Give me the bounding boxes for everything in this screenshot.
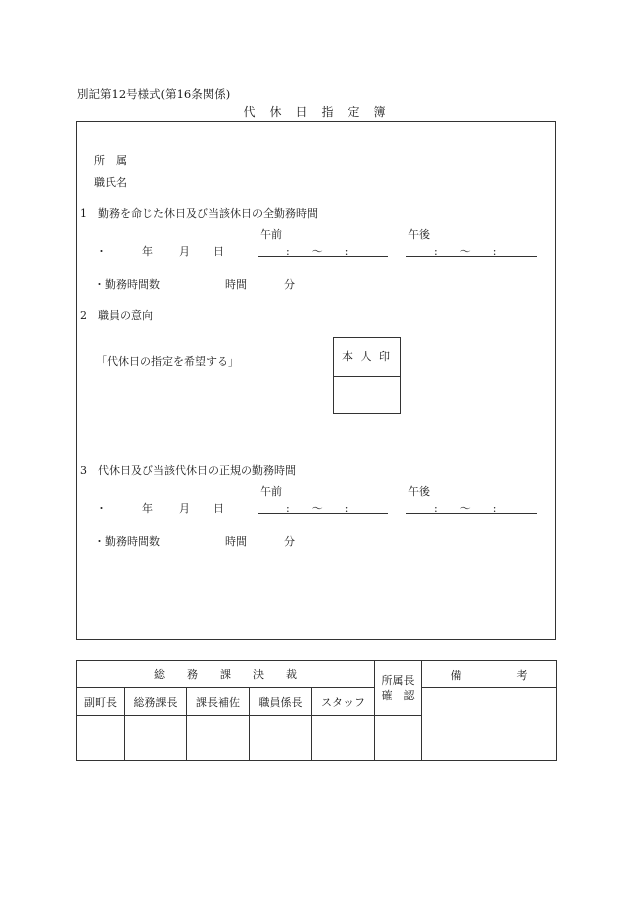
section1-pm-label: 午後	[408, 228, 430, 241]
section3-hours-unit: 時間	[225, 535, 247, 548]
section1-day: 日	[213, 245, 224, 258]
section1-am-underline	[258, 256, 388, 257]
section3-pm-underline	[406, 513, 537, 514]
section3-pm-range: : ～ :	[434, 502, 497, 515]
personal-seal-label: 本 人 印	[334, 338, 400, 377]
stamp-assistant-chief[interactable]	[187, 716, 250, 761]
section1-hours-label: ・勤務時間数	[94, 278, 160, 291]
name-label: 職氏名	[94, 176, 127, 189]
col-staff-section-head: 職員係長	[250, 688, 312, 716]
dept-head-confirm-header: 所属長 確 認	[375, 661, 422, 716]
section2-statement: 「代休日の指定を希望する」	[96, 355, 239, 368]
remarks-header: 備 考	[422, 661, 557, 688]
section3-month: 月	[179, 502, 190, 515]
remarks-area[interactable]	[422, 688, 557, 761]
stamp-dept-head[interactable]	[375, 716, 422, 761]
section1-heading: 1 勤務を命じた休日及び当該休日の全勤務時間	[80, 207, 318, 220]
col-general-affairs-chief: 総務課長	[125, 688, 187, 716]
approval-table	[76, 660, 557, 761]
stamp-deputy-mayor[interactable]	[77, 716, 125, 761]
section3-bullet: ・	[96, 502, 107, 515]
section1-month: 月	[179, 245, 190, 258]
main-form-box	[76, 121, 556, 640]
section3-hours-label: ・勤務時間数	[94, 535, 160, 548]
section3-year: 年	[142, 502, 153, 515]
section1-am-label: 午前	[260, 228, 282, 241]
section1-pm-underline	[406, 256, 537, 257]
personal-seal-box	[333, 337, 401, 414]
section1-am-range: : ～ :	[286, 245, 349, 258]
col-assistant-chief: 課長補佐	[187, 688, 250, 716]
section3-heading: 3 代休日及び当該代休日の正規の勤務時間	[80, 464, 296, 477]
section1-bullet: ・	[96, 245, 107, 258]
section3-am-label: 午前	[260, 485, 282, 498]
section3-day: 日	[213, 502, 224, 515]
section1-pm-range: : ～ :	[434, 245, 497, 258]
form-number: 別記第12号様式(第16条関係)	[77, 87, 231, 101]
department-label: 所 属	[94, 154, 127, 167]
stamp-general-affairs-chief[interactable]	[125, 716, 187, 761]
section3-pm-label: 午後	[408, 485, 430, 498]
section1-minutes-unit: 分	[284, 278, 295, 291]
section3-am-range: : ～ :	[286, 502, 349, 515]
section2-heading: 2 職員の意向	[80, 309, 153, 322]
section3-am-underline	[258, 513, 388, 514]
stamp-staff[interactable]	[312, 716, 375, 761]
personal-seal-area[interactable]	[334, 377, 400, 413]
stamp-staff-section-head[interactable]	[250, 716, 312, 761]
general-affairs-approval-header: 総 務 課 決 裁	[77, 661, 375, 688]
form-title: 代 休 日 指 定 簿	[243, 105, 387, 119]
section3-minutes-unit: 分	[284, 535, 295, 548]
section1-year: 年	[142, 245, 153, 258]
section1-hours-unit: 時間	[225, 278, 247, 291]
col-staff: スタッフ	[312, 688, 375, 716]
col-deputy-mayor: 副町長	[77, 688, 125, 716]
